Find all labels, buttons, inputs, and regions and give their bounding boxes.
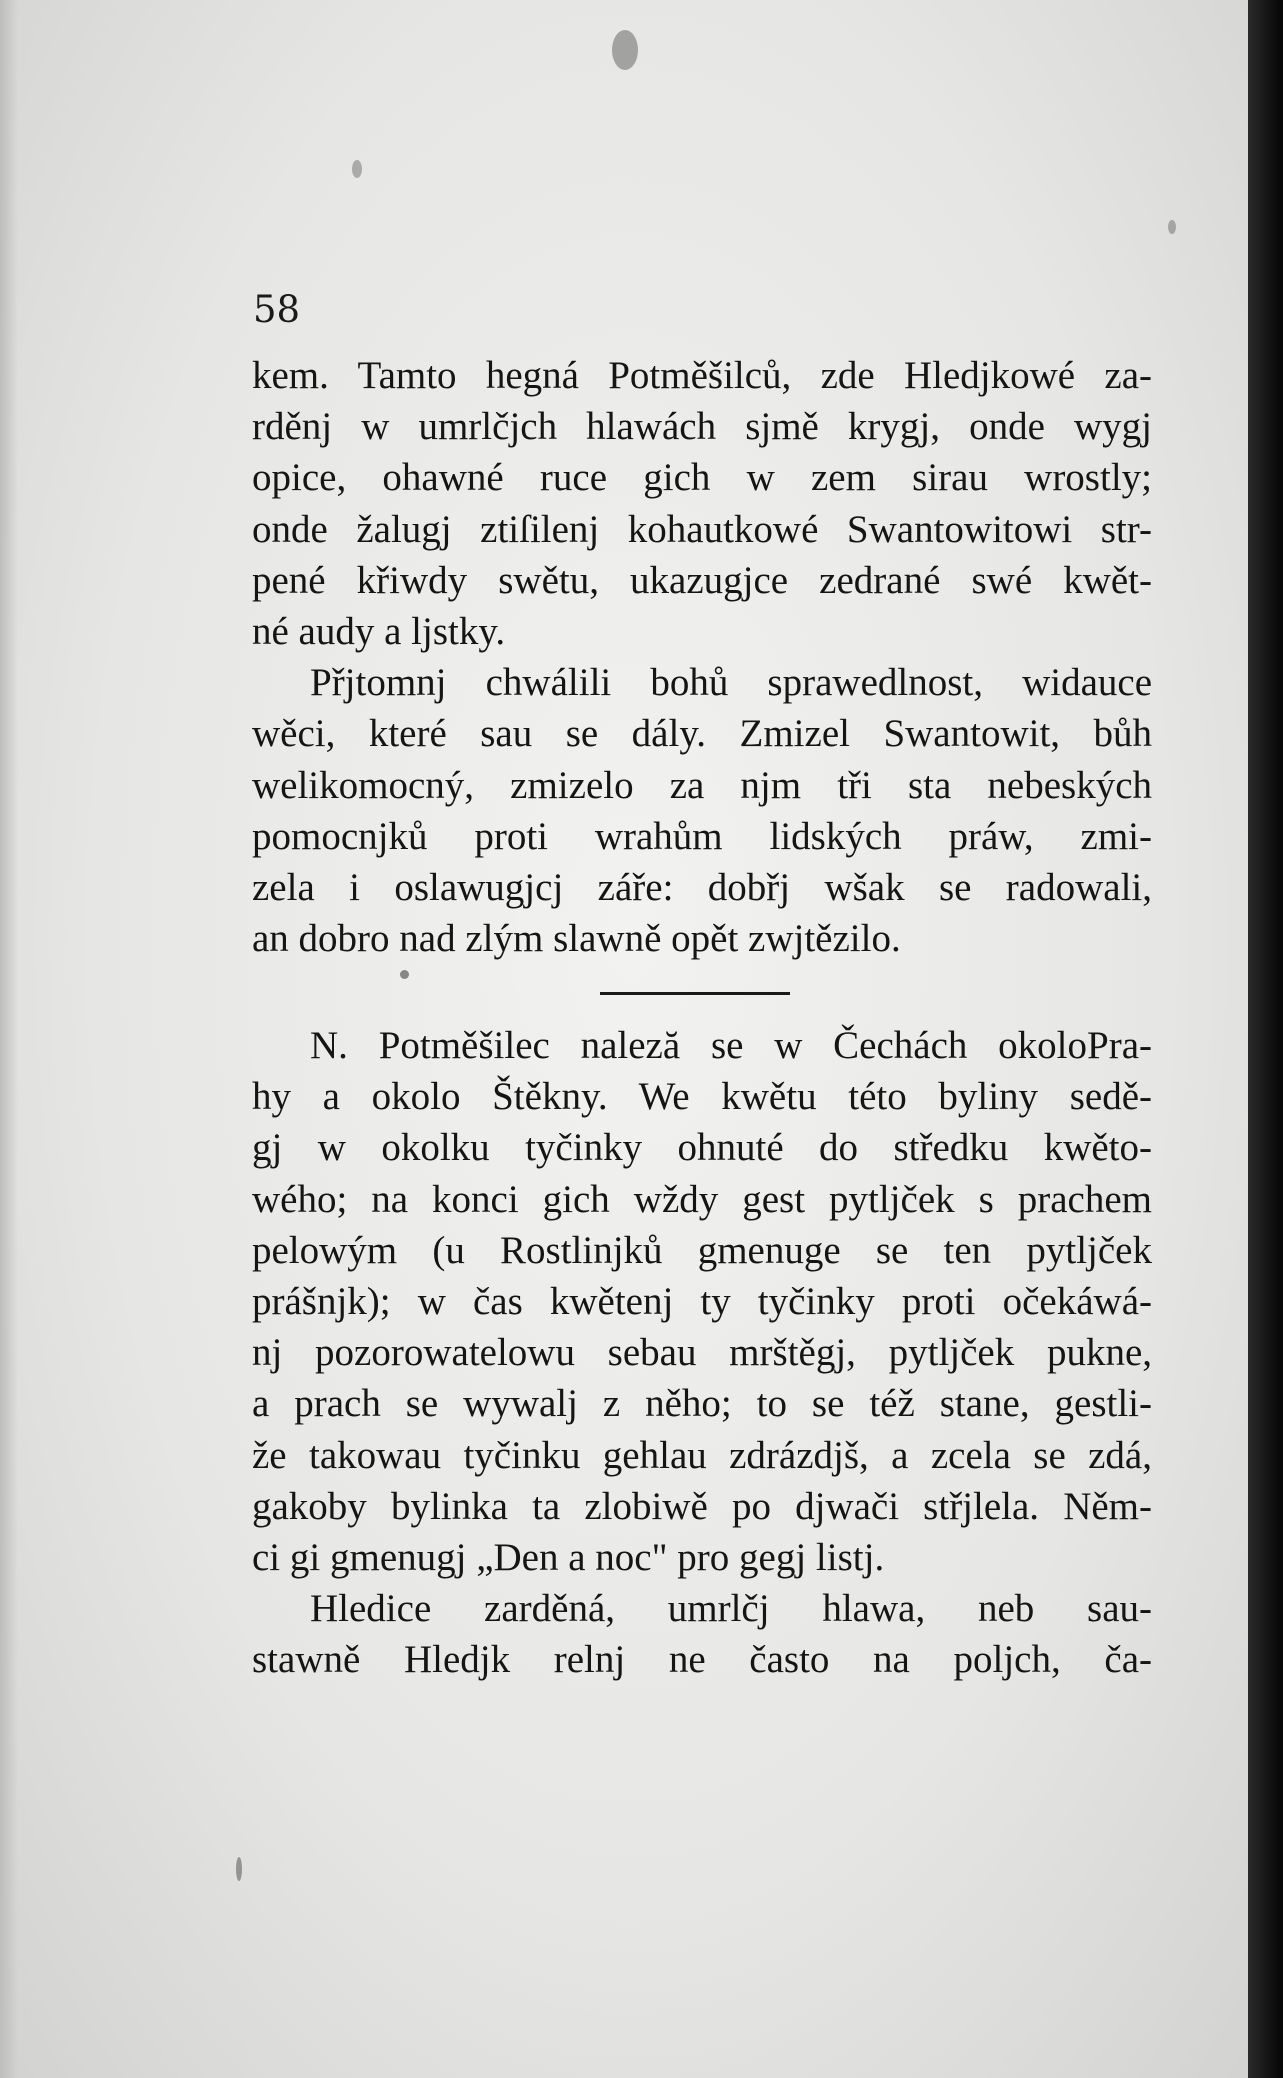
text-line: kem. Tamto hegná Potměšilců, zde Hledjkowé za- <box>252 354 1152 397</box>
text-line: rděnj w umrlčjch hlawách sjmě krygj, onde wygj <box>252 405 1152 449</box>
note-line: a prach se wywalj z něho; to se též stane, gestli- <box>252 1382 1152 1426</box>
text-line: pomocnjků proti wrahům lidských práw, zmi- <box>252 814 1152 858</box>
page-left-shadow <box>0 0 18 2078</box>
note-line: stawně Hledjk relnj ne často na poljch, ča- <box>252 1638 1152 1682</box>
main-text <box>252 350 1152 964</box>
note-line: gj w okolku tyčinky ohnuté do středku kwěto- <box>252 1126 1152 1170</box>
text-line: an dobro nad zlým slawně opět zwjtězilo. <box>252 917 901 961</box>
note-line: prášnjk); w čas kwětenj ty tyčinky proti očekáwá- <box>252 1279 1152 1323</box>
note-line: Hledice zarděná, umrlčj hlawa, neb sau- <box>310 1587 1152 1631</box>
ink-speck <box>352 160 362 178</box>
ink-speck <box>1168 220 1176 234</box>
page-number: 58 <box>253 288 301 331</box>
note-line: N. Potměšilec naleză se w Čechách okoloPra- <box>310 1024 1152 1067</box>
text-line: zela i oslawugjcj záře: dobřj wšak se radowali, <box>252 865 1152 909</box>
ink-speck <box>400 970 409 979</box>
page-right-edge <box>1248 0 1283 2078</box>
note-line: že takowau tyčinku gehlau zdrázdjš, a zcela se zdá, <box>252 1433 1152 1477</box>
text-line: onde žalugj ztiſilenj kohautkowé Swantowitowi str- <box>252 507 1152 551</box>
note-line: pelowým (u Rostlinjků gmenuge se ten pytljček <box>252 1228 1152 1272</box>
text-line: wěci, které sau se dály. Zmizel Swantowit, bůh <box>252 712 1152 756</box>
footnote-divider <box>600 992 790 995</box>
text-line: Přjtomnj chwálili bohů sprawedlnost, widauce <box>310 661 1152 705</box>
note-line: nj pozorowatelowu sebau mrštěgj, pytljček pukne, <box>252 1331 1152 1375</box>
text-line: opice, ohawné ruce gich w zem sirau wrostly; <box>252 456 1152 500</box>
text-line: welikomocný, zmizelo za njm tři sta nebeských <box>252 763 1152 807</box>
note-line: gakoby bylinka ta zlobiwě po djwači střjlela. Něm- <box>252 1484 1152 1528</box>
footnote <box>252 1020 1152 1685</box>
note-line: hy a okolo Štěkny. We kwětu této byliny sedě- <box>252 1075 1152 1119</box>
ink-speck <box>236 1857 242 1881</box>
text-line: né audy a ljstky. <box>252 609 506 653</box>
text-line: pené křiwdy swětu, ukazugjce zedrané swé kwět- <box>252 558 1152 602</box>
note-line: ci gi gmenugj „Den a noc" pro gegj listj. <box>252 1535 885 1579</box>
note-line: wého; na konci gich wždy gest pytljček s prachem <box>252 1177 1152 1221</box>
ink-speck <box>612 30 638 70</box>
